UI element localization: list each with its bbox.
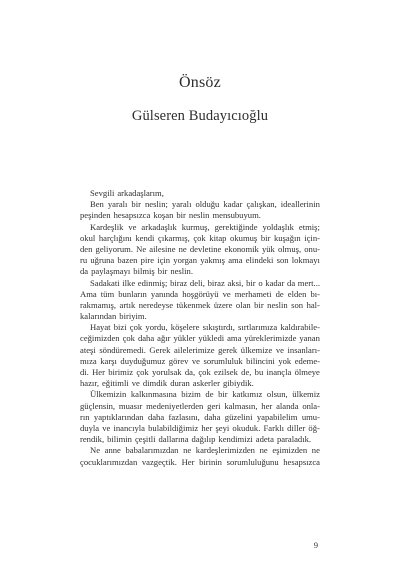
text-line: ateşi söndüremedi. Gerek ailelerimize gerek ülkemize ve insanları- [80,344,320,355]
text-line: Sadakati ilke edinmiş; biraz deli, biraz aksi, bir o kadar da mert... [90,277,320,288]
text-line: Ne anne babalarımızdan ne kardeşlerimizden ne eşimizden ne [90,445,320,456]
text-line: çocuklarımızdan vazgeçtik. Her birinin sorumluluğunu hesapsızca [80,456,320,467]
text-line: rakmamış, artık neredeyse tükenmek üzere olan bir neslin son hal- [80,299,320,310]
text-line: Hayat bizi çok yordu, köşelere sıkıştırdı, sırtlarımıza kaldırabile- [90,322,320,333]
text-line: güçlensin, muasır medeniyetlerden geri kalmasın, her alanda onla- [80,400,320,411]
text-line: Ülkemizin kalkınmasına bizim de bir katkımız olsun, ülkemiz [90,389,320,400]
author-name: Gülseren Budayıcıoğlu [131,108,269,124]
text-line: ru uğruna bazen pire için yorgan yakmış ama elindeki son lokmayı [80,255,320,266]
text-line: da paylaşmayı bilmiş bir neslin. [80,266,193,277]
page-number: 9 [313,540,318,550]
text-line: rın yaptıklarından daha fazlasını, daha güzelini yapabilelim umu- [80,411,320,422]
text-line: ceğimizden çok daha ağır yükler yükledi ama yüreklerimizde yanan [80,333,320,344]
text-line: Ben yaralı bir neslin; yaralı olduğu kadar çalışkan, ideallerinin [90,199,320,210]
text-line: hazır, eğitimli ve dimdik duran askerler gibiydik. [80,378,254,389]
text-line: Kardeşlik ve arkadaşlık kurmuş, gerektiğinde yoldaşlık etmiş; [90,221,320,232]
body-text [80,188,320,468]
text-line: Ama tüm bunların yanında hoşgörüyü ve merhameti de elden bı- [80,288,320,299]
text-line: kalarından biriyim. [80,311,147,322]
text-line: okul harçlığını kendi çıkarmış, çok kitap okumuş bir kuşağın için- [80,232,320,243]
text-line: rendik, bilimin çeşitli dallarına dağılıp kendimizi adeta paraladık. [80,434,312,445]
text-line: peşinden hesapsızca koşan bir neslin mensubuyum. [80,210,261,221]
text-line: di. Her birimiz çok yorulsak da, çok ezilsek de, bu inançla ölmeye [80,367,320,377]
text-line: mıza karşı duyduğumuz görev ve sorumluluk bilincini yok edeme- [80,355,320,366]
text-line: Sevgili arkadaşlarım, [90,188,164,198]
text-line: den geliyorum. Ne ailesine ne devletine ekonomik yük olmuş, onu- [80,243,320,254]
chapter-title: Önsöz [179,74,221,91]
text-line: duyla ve inancıyla bulabildiğimiz her şeyi okuduk. Farklı diller öğ- [80,422,320,433]
